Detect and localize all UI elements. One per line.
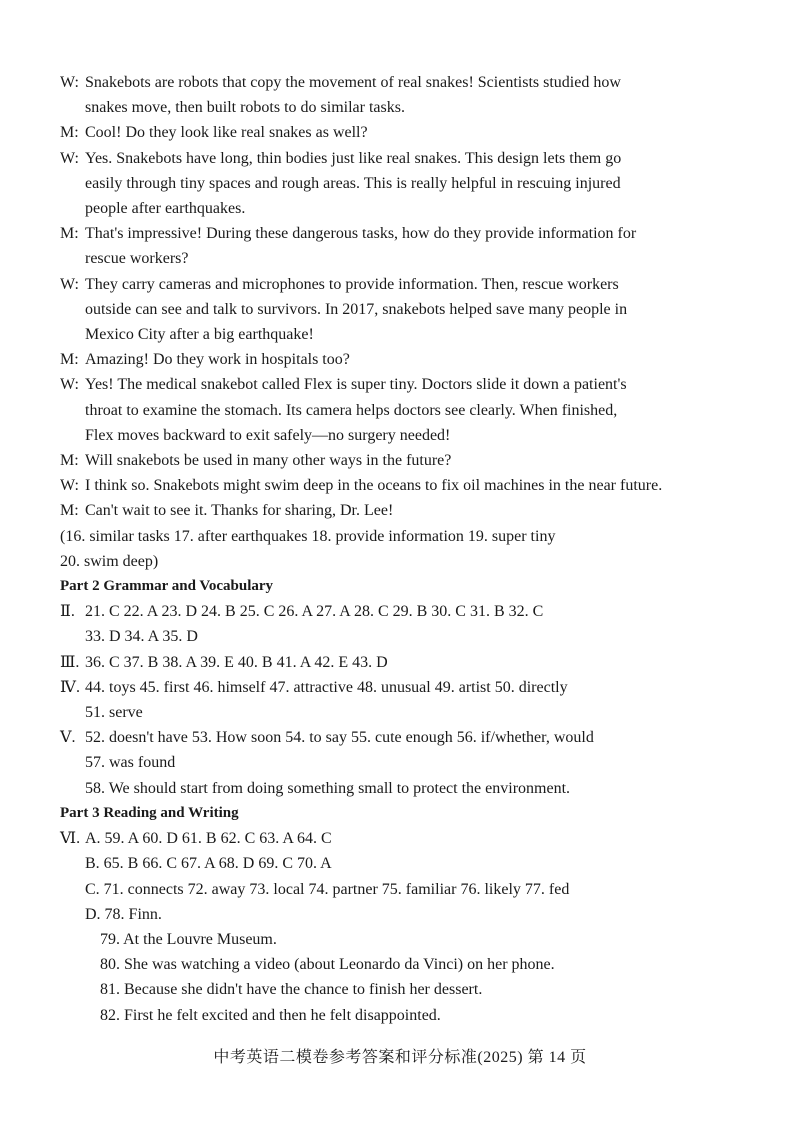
section-number: Ⅲ. bbox=[60, 653, 80, 671]
dialogue-text: Will snakebots be used in many other ways in the future? bbox=[85, 452, 452, 470]
dialogue-turn-1 bbox=[60, 70, 750, 120]
dialogue-text: Yes. Snakebots have long, thin bodies just like real snakes. This design lets them go bbox=[85, 149, 622, 167]
dialogue-text: rescue workers? bbox=[85, 250, 189, 268]
answer-line: (16. similar tasks 17. after earthquakes 18. provide information 19. super tiny bbox=[60, 527, 556, 545]
answer-line: 36. C 37. B 38. A 39. E 40. B 41. A 42. E 43. D bbox=[85, 653, 388, 671]
dialogue-text: Amazing! Do they work in hospitals too? bbox=[85, 351, 350, 369]
dialogue-text: people after earthquakes. bbox=[85, 200, 246, 218]
answer-line: 57. was found bbox=[85, 754, 176, 772]
dialogue-text: Yes! The medical snakebot called Flex is super tiny. Doctors slide it down a patient's bbox=[85, 376, 627, 394]
section-5 bbox=[60, 725, 750, 801]
answer-line: 20. swim deep) bbox=[60, 552, 159, 570]
dialogue-turn-8 bbox=[60, 448, 750, 473]
dialogue-text: Cool! Do they look like real snakes as well? bbox=[85, 124, 368, 142]
dialogue-text: I think so. Snakebots might swim deep in the oceans to fix oil machines in the near future. bbox=[85, 477, 663, 495]
dialogue-text: throat to examine the stomach. Its camera helps doctors see clearly. When finished, bbox=[85, 401, 618, 419]
answer-line: 51. serve bbox=[85, 704, 143, 722]
answer-line: 80. She was watching a video (about Leonardo da Vinci) on her phone. bbox=[100, 956, 555, 974]
speaker-label: W: bbox=[60, 477, 79, 495]
dialogue-turn-6 bbox=[60, 347, 750, 372]
dialogue-text: Can't wait to see it. Thanks for sharing, Dr. Lee! bbox=[85, 502, 394, 520]
answer-line: 82. First he felt excited and then he felt disappointed. bbox=[100, 1006, 441, 1024]
dialogue-turn-10 bbox=[60, 498, 750, 523]
dialogue-text: snakes move, then built robots to do similar tasks. bbox=[85, 99, 405, 117]
dialogue-text: Snakebots are robots that copy the movement of real snakes! Scientists studied how bbox=[85, 74, 621, 91]
dialogue-text: outside can see and talk to survivors. In 2017, snakebots helped save many people in bbox=[85, 300, 628, 318]
answer-line: C. 71. connects 72. away 73. local 74. partner 75. familiar 76. likely 77. fed bbox=[85, 880, 570, 898]
dialogue-text: Mexico City after a big earthquake! bbox=[85, 326, 314, 344]
section-number: Ⅱ. bbox=[60, 603, 75, 621]
page-footer: 中考英语二模卷参考答案和评分标准(2025) 第 14 页 bbox=[213, 1049, 587, 1066]
answer-line: 52. doesn't have 53. How soon 54. to say 55. cute enough 56. if/whether, would bbox=[85, 729, 594, 747]
answer-line: 44. toys 45. first 46. himself 47. attractive 48. unusual 49. artist 50. directly bbox=[85, 678, 568, 696]
dialogue-turn-2 bbox=[60, 120, 750, 145]
section-2 bbox=[60, 599, 750, 649]
speaker-label: M: bbox=[60, 351, 79, 369]
answer-line: A. 59. A 60. D 61. B 62. C 63. A 64. C bbox=[85, 830, 332, 848]
dialogue bbox=[60, 70, 750, 524]
speaker-label: M: bbox=[60, 225, 79, 243]
dialogue-turn-3 bbox=[60, 146, 750, 222]
speaker-label: W: bbox=[60, 376, 79, 394]
speaker-label: W: bbox=[60, 275, 79, 293]
dialogue-text: That's impressive! During these dangerous tasks, how do they provide information for bbox=[85, 225, 637, 243]
dialogue-turn-4 bbox=[60, 221, 750, 271]
answer-line: 33. D 34. A 35. D bbox=[85, 628, 198, 646]
speaker-label: W: bbox=[60, 74, 79, 91]
dialogue-text: easily through tiny spaces and rough areas. This is really helpful in rescuing injured bbox=[85, 174, 621, 192]
answer-line: D. 78. Finn. bbox=[85, 905, 162, 923]
dialogue-turn-9 bbox=[60, 473, 750, 498]
part2-heading: Part 2 Grammar and Vocabulary bbox=[60, 578, 274, 595]
answer-line: 79. At the Louvre Museum. bbox=[100, 930, 277, 948]
dialogue-text: Flex moves backward to exit safely—no surgery needed! bbox=[85, 426, 451, 444]
dialogue-turn-7 bbox=[60, 372, 750, 448]
speaker-label: M: bbox=[60, 124, 79, 142]
dialogue-text: They carry cameras and microphones to provide information. Then, rescue workers bbox=[85, 275, 619, 293]
section-3 bbox=[60, 650, 750, 675]
answer-line: 58. We should start from doing something small to protect the environment. bbox=[85, 779, 571, 797]
answer-line: 21. C 22. A 23. D 24. B 25. C 26. A 27. A 28. C 29. B 30. C 31. B 32. C bbox=[85, 603, 544, 621]
listening-answers bbox=[60, 524, 750, 574]
answer-line: 81. Because she didn't have the chance to finish her dessert. bbox=[100, 981, 483, 999]
section-number: Ⅴ. bbox=[60, 729, 76, 747]
section-4 bbox=[60, 675, 750, 725]
speaker-label: M: bbox=[60, 502, 79, 520]
dialogue-turn-5 bbox=[60, 272, 750, 348]
section-number: Ⅳ. bbox=[60, 678, 80, 696]
page-content bbox=[60, 70, 750, 1028]
speaker-label: W: bbox=[60, 149, 79, 167]
answer-line: B. 65. B 66. C 67. A 68. D 69. C 70. A bbox=[85, 855, 332, 873]
part3-heading: Part 3 Reading and Writing bbox=[60, 804, 239, 821]
speaker-label: M: bbox=[60, 452, 79, 470]
section-number: Ⅵ. bbox=[60, 830, 81, 848]
section-6 bbox=[60, 826, 750, 1028]
